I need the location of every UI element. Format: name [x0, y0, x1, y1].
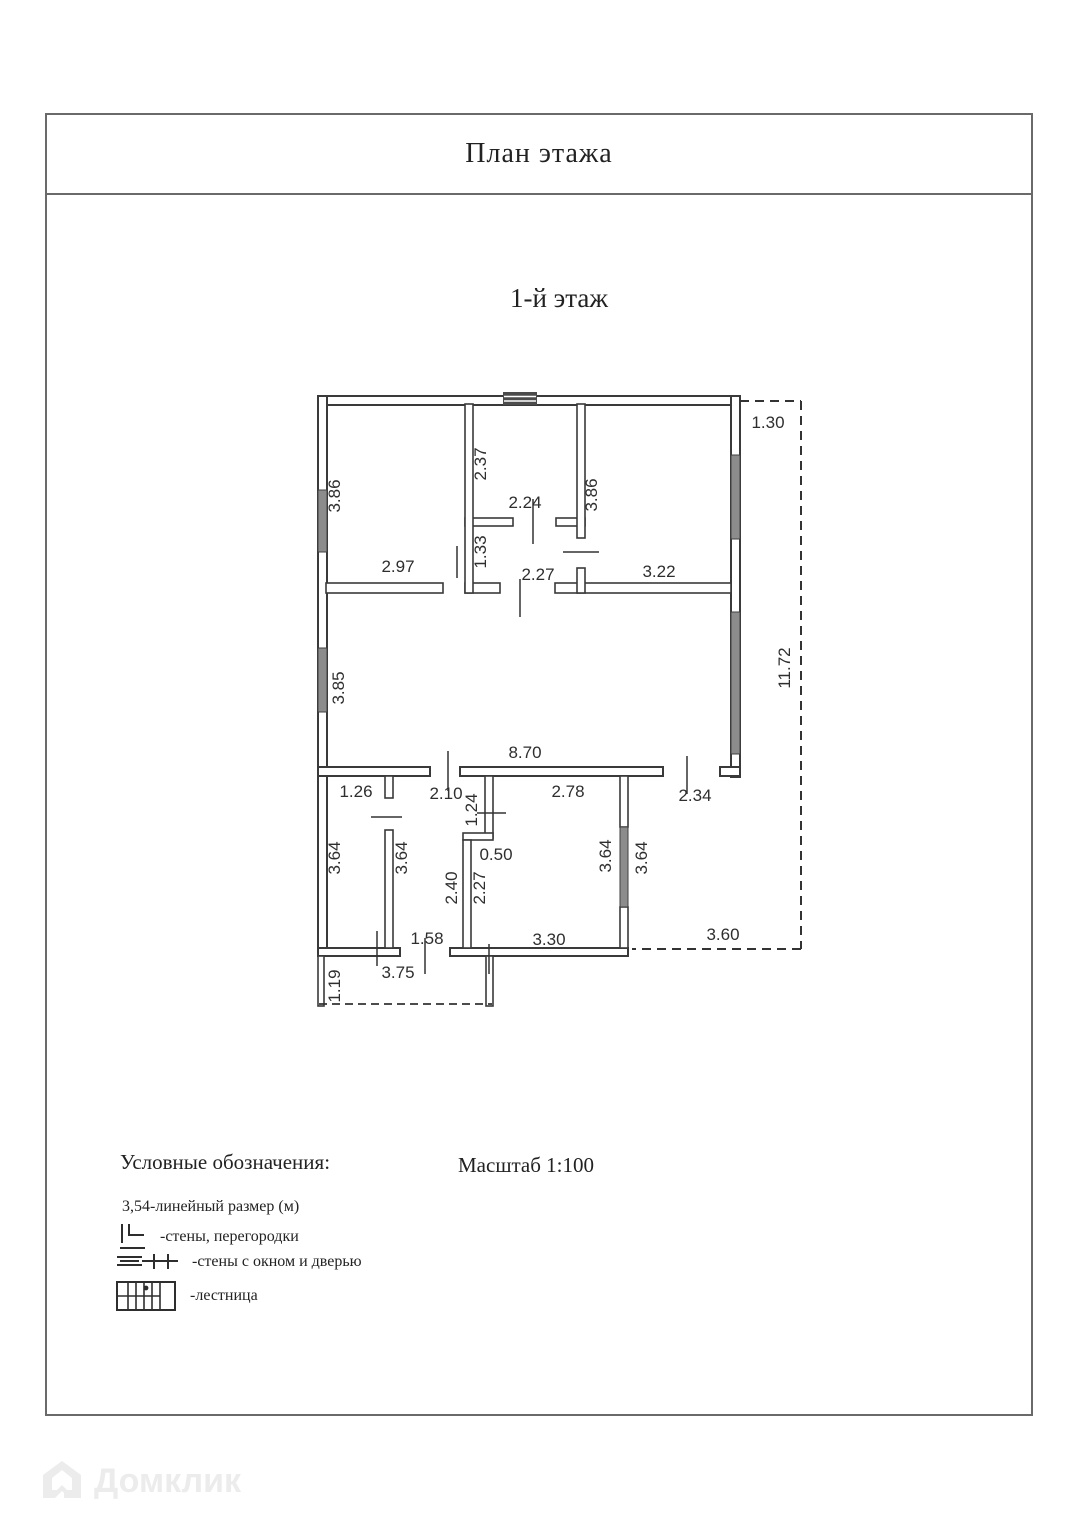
dimension-label: 1.24: [462, 793, 481, 827]
dimension-label: 2.27: [470, 871, 489, 905]
watermark: [40, 1458, 241, 1504]
dimension-label: 2.27: [521, 565, 555, 584]
dimension-labels: [325, 413, 794, 1003]
dimension-label: 3.22: [642, 562, 676, 581]
floor-label: 1-й этаж: [509, 283, 609, 313]
legend-heading: Условные обозначения:: [120, 1150, 331, 1174]
scale-label: Масштаб 1:100: [458, 1153, 595, 1177]
legend-item-window-door: [116, 1252, 362, 1272]
exterior-walls: [318, 396, 740, 956]
legend-dimension-note: 3,54-линейный размер (м): [122, 1198, 300, 1215]
dimension-label: 2.78: [551, 782, 585, 801]
watermark-brand: Домклик: [94, 1461, 242, 1500]
dimension-label: 2.97: [381, 557, 415, 576]
dimension-label: 2.24: [508, 493, 542, 512]
stairs-icon: [116, 1280, 178, 1312]
legend-item-walls: [118, 1222, 299, 1252]
dimension-label: 0.50: [479, 845, 513, 864]
dimension-label: 2.40: [442, 871, 461, 905]
top-wall-opening: [503, 392, 537, 405]
dimension-label: 1.33: [471, 535, 490, 569]
dimension-label: 1.26: [339, 782, 373, 801]
dimension-label: 3.30: [532, 930, 566, 949]
dimension-label: 3.60: [706, 925, 740, 944]
dimension-label: 8.70: [508, 743, 542, 762]
legend-item-label: -стены, перегородки: [160, 1228, 299, 1245]
dimension-label: 1.19: [325, 969, 344, 1003]
dimension-label: 2.34: [678, 786, 712, 805]
dimension-label: 3.86: [582, 478, 601, 512]
dimension-label: 1.30: [751, 413, 785, 432]
legend-item-label: -стены с окном и дверью: [192, 1253, 362, 1270]
dimension-label: 3.64: [325, 841, 344, 875]
dimension-label: 3.64: [392, 841, 411, 875]
legend-item-label: -лестница: [190, 1287, 258, 1304]
dimension-label: 3.85: [329, 671, 348, 705]
dimension-label: 3.75: [381, 963, 415, 982]
dimension-label: 11.72: [775, 647, 794, 689]
walls-icon: [118, 1222, 148, 1252]
dimension-label: 3.86: [325, 479, 344, 513]
dimension-label: 2.10: [429, 784, 463, 803]
window-door-wall-icon: [116, 1252, 180, 1272]
domclick-house-icon: [40, 1458, 84, 1504]
dimension-label: 3.64: [596, 839, 615, 873]
dimension-label: 2.37: [471, 447, 490, 481]
dimension-label: 3.64: [632, 841, 651, 875]
windows: [318, 392, 740, 907]
dimension-label: 1.58: [410, 929, 444, 948]
legend-item-stairs: [116, 1280, 258, 1312]
page-title: План этажа: [465, 138, 613, 169]
